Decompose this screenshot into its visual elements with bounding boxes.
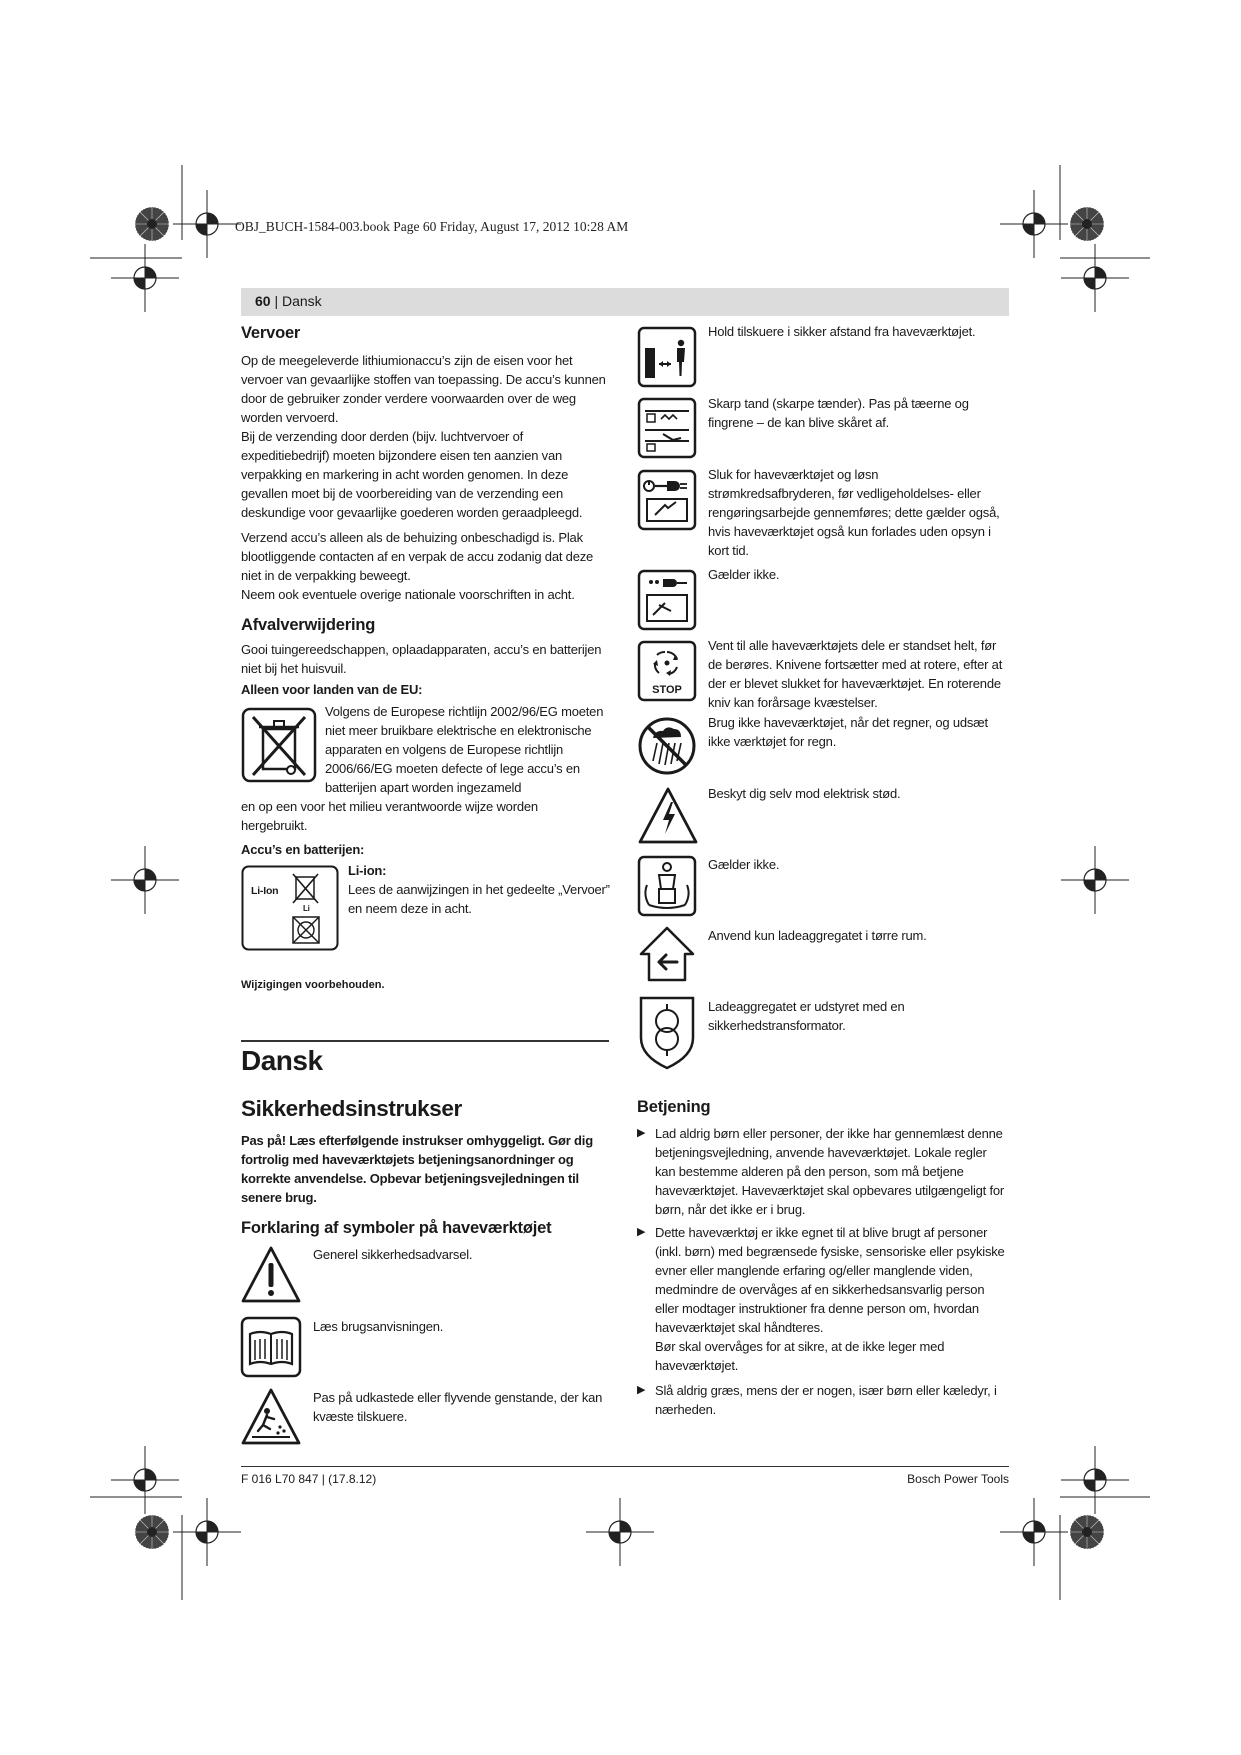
symbol-5-text: Skarp tand (skarpe tænder). Pas på tæerne og fingrene – de kan blive skåret af. <box>708 396 969 430</box>
symbol-1-text: Generel sikkerhedsadvarsel. <box>313 1247 473 1262</box>
eu-text: Volgens de Europese richtlijn 2002/96/EG moeten niet meer bruikbare elektrische en elektronische apparaten en volgens de Europese richtlijn 2006/66/EG moeten defecte of lege accu’s en batterijen apart worden ingezameld <box>325 704 604 795</box>
keep-bystanders-away-icon <box>637 326 697 388</box>
flying-objects-icon <box>240 1387 302 1447</box>
li-ion-recycling-icon <box>241 865 339 951</box>
list-item <box>637 1124 1009 1219</box>
betjening-heading: Betjening <box>637 1098 711 1116</box>
symbol-4-text: Hold tilskuere i sikker afstand fra haveværktøjet. <box>708 324 976 339</box>
vervoer-paragraph-1: Op de meegeleverde lithiumionaccu’s zijn de eisen voor het vervoer van gevaarlijke stoffen van toepassing. De accu’s kunnen door de gebruiker zonder verdere voorwaarden over de weg worden vervoerd. <box>241 353 606 425</box>
betjening-bullet-2: Dette haveværktøj er ikke egnet til at blive brugt af personer (inkl. børn) med begrænsede fysiske, sensoriske eller psykiske evner eller manglende erfaring og/eller manglende viden, medmindre de overvåges af en sikkerhedsansvarlig person eller modtager instruktioner fra denne person om, hvordan haveværktøjet skal håndteres. <box>655 1225 1005 1335</box>
warning-paragraph: Pas på! Læs efterfølgende instrukser omhyggeligt. Gør dig fortrolig med haveværktøjets betjeningsanordninger og korrekte anvendelse. Opbevar betjeningsvejledningen til senere brug. <box>241 1133 593 1205</box>
electric-shock-icon <box>637 786 699 846</box>
header-separator: | <box>274 293 282 309</box>
left-column <box>241 323 610 973</box>
list-item <box>637 1223 1009 1377</box>
symbol-7-text: Gælder ikke. <box>708 567 780 582</box>
accu-heading: Accu’s en batterijen: <box>241 842 365 857</box>
no-rain-icon <box>637 716 697 776</box>
eu-block <box>241 702 606 797</box>
rotating-blade-stop-icon <box>637 640 697 702</box>
vervoer-paragraph-2: Bij de verzending door derden (bijv. luchtvervoer of expeditiebedrijf) moeten bijzondere eisen ten aanzien van verpakking en markering in acht worden genomen. In deze gevallen moet bij de voorbereiding van de verzending een deskundige voor gevaarlijke goederen worden geraadpleegd. <box>241 429 583 520</box>
forklaring-heading: Forklaring af symboler på haveværktøjet <box>241 1219 552 1237</box>
indoor-use-icon <box>637 924 697 986</box>
wheelie-bin-icon <box>241 707 317 783</box>
book-info-line: OBJ_BUCH-1584-003.book Page 60 Friday, August 17, 2012 10:28 AM <box>235 219 629 234</box>
read-manual-icon <box>240 1316 302 1378</box>
betjening-bullet-1: Lad aldrig børn eller personer, der ikke har gennemlæst denne betjeningsvejledning, anvende haveværktøjet. Lokale regler kan bestemme alderen på den person, som må betjene haveværktøjet. Haveværktøjet skal opbevares utilgængeligt for børn, når det ikke er i brug. <box>655 1126 1005 1217</box>
disconnect-plug-icon <box>637 469 697 531</box>
afval-heading: Afvalverwijdering <box>241 616 376 634</box>
symbol-9-text: Brug ikke haveværktøjet, når det regner, og udsæt ikke værktøjet for regn. <box>708 715 988 749</box>
liion-label: Li-ion: <box>348 863 387 878</box>
eu-heading: Alleen voor landen van de EU: <box>241 682 423 697</box>
bullet-arrow-icon: ▶ <box>637 1384 646 1396</box>
section-divider <box>241 1040 609 1042</box>
liion-block <box>241 861 610 973</box>
general-warning-icon <box>240 1245 302 1305</box>
page-number: 60 <box>255 293 271 309</box>
list-item <box>637 1381 1009 1421</box>
bullet-arrow-icon: ▶ <box>637 1127 646 1139</box>
dansk-title: Dansk <box>241 1045 323 1076</box>
maintenance-manual-icon <box>637 569 697 631</box>
li-icon-small-label: Li <box>303 904 310 913</box>
sharp-teeth-icon <box>637 397 697 459</box>
symbol-8-text: Vent til alle haveværktøjets dele er standset helt, før de berøres. Knivene fortsætter med at rotere, efter at der er blevet slukket for haveværktøjet. En roterende kniv kan forårsage kvæstelser. <box>708 638 1003 710</box>
symbol-13-text: Ladeaggregatet er udstyret med en sikkerhedstransformator. <box>708 999 905 1033</box>
symbol-3-text: Pas på udkastede eller flyvende genstande, der kan kvæste tilskuere. <box>313 1390 603 1424</box>
safety-transformer-icon <box>637 994 697 1070</box>
afval-paragraph: Gooi tuingereedschappen, oplaadapparaten, accu’s en batterijen niet bij het huisvuil. <box>241 642 602 676</box>
footer-brand: Bosch Power Tools <box>907 1472 1009 1486</box>
symbol-6-text: Sluk for haveværktøjet og løsn strømkredsafbryderen, før vedligeholdelses- eller rengøringsarbejde gennemføres; dette gælder også, hvis haveværktøjet også kun forlades uden opsyn i kort tid. <box>708 467 1000 558</box>
footer-rule <box>241 1466 1009 1467</box>
liion-text: Lees de aanwijzingen in het gedeelte „Vervoer” en neem deze in acht. <box>348 882 610 916</box>
betjening-bullet-3: Slå aldrig græs, mens der er nogen, især børn eller kæledyr, i nærheden. <box>655 1383 997 1417</box>
vervoer-paragraph-3: Verzend accu’s alleen als de behuizing onbeschadigd is. Plak blootliggende contacten af en verpak de accu zodanig dat deze niet in de verpakking beweegt. <box>241 530 594 583</box>
vervoer-paragraph-4: Neem ook eventuele overige nationale voorschriften in acht. <box>241 587 575 602</box>
symbol-2-text: Læs brugsanvisningen. <box>313 1319 444 1334</box>
bullet-arrow-icon: ▶ <box>637 1226 646 1238</box>
symbol-10-text: Beskyt dig selv mod elektrisk stød. <box>708 786 901 801</box>
sikkerhed-title: Sikkerhedsinstrukser <box>241 1096 462 1121</box>
li-ion-icon-label: Li-Ion <box>251 885 279 897</box>
page-header <box>241 288 1009 316</box>
symbol-12-text: Anvend kun ladeaggregatet i tørre rum. <box>708 928 927 943</box>
eu-text-continued: en op een voor het milieu verantwoorde wijze worden hergebruikt. <box>241 799 538 833</box>
changes-note: Wijzigingen voorbehouden. <box>241 979 385 991</box>
betjening-bullet-2-continued: Bør skal overvåges for at sikre, at de ikke leger med haveværktøjet. <box>655 1339 945 1373</box>
header-language: Dansk <box>282 293 322 309</box>
stop-icon-label: STOP <box>652 684 682 696</box>
symbol-11-text: Gælder ikke. <box>708 857 780 872</box>
operator-position-icon <box>637 855 697 917</box>
footer-document-code: F 016 L70 847 | (17.8.12) <box>241 1472 377 1486</box>
vervoer-heading: Vervoer <box>241 324 301 342</box>
